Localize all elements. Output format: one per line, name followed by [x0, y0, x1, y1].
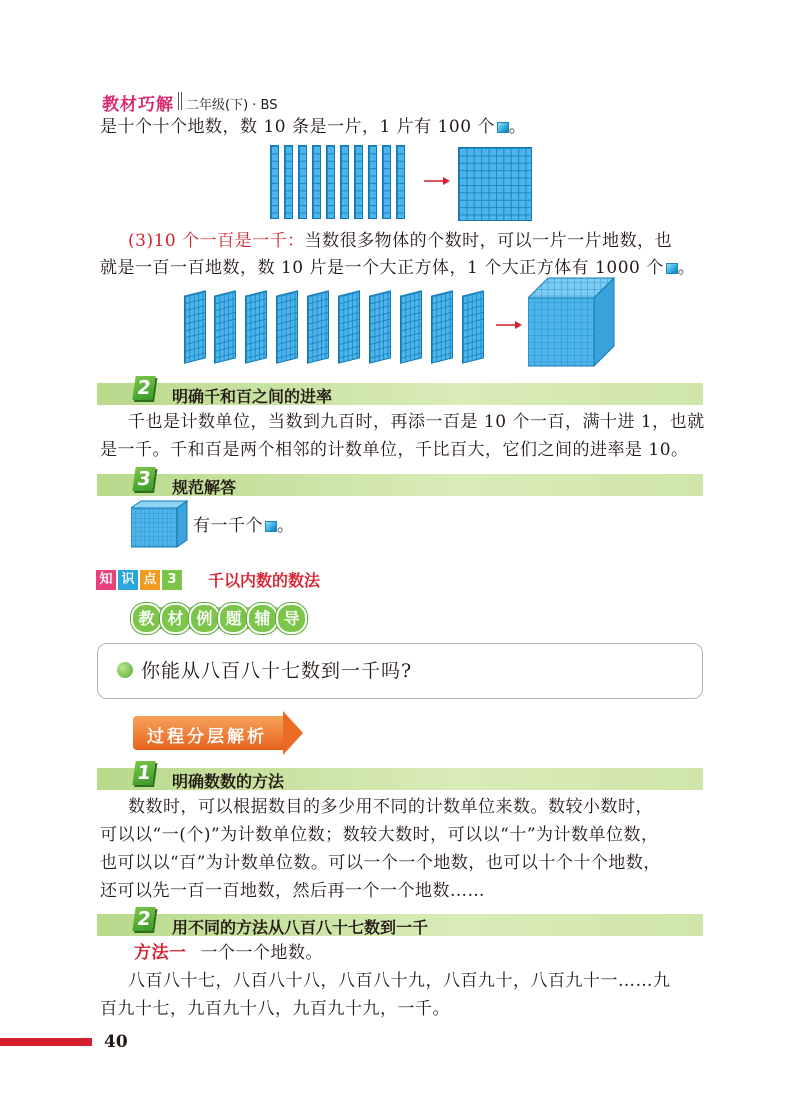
- banner-char: 例: [189, 603, 220, 634]
- period: 。: [277, 516, 295, 536]
- part3-text: 当数很多物体的个数时，可以一片一片地数，也: [304, 231, 673, 251]
- banner-arrow-icon: [283, 711, 303, 755]
- question-text: 你能从八百八十七数到一千吗?: [141, 660, 413, 682]
- banner-char: 题: [218, 603, 249, 634]
- hundred-slabs-group: [178, 285, 498, 370]
- section-number: 3: [132, 467, 155, 491]
- hundred-slab: [338, 290, 360, 363]
- hundred-slab: [184, 290, 206, 363]
- section-title: 用不同的方法从八百八十七数到一千: [172, 918, 429, 937]
- ten-stick: [354, 145, 363, 219]
- ten-stick: [270, 145, 279, 219]
- part3-line1: [128, 226, 672, 256]
- paragraph-line: 可以以“一(个)”为计数单位数；数较大数时，可以以“十”为计数单位数，: [100, 825, 659, 845]
- hundred-slab: [369, 290, 391, 363]
- header-brand: 教材巧解: [102, 95, 174, 115]
- hundred-slab: [245, 290, 267, 363]
- ten-stick: [396, 145, 405, 219]
- section-number: 2: [132, 907, 155, 931]
- knowledge-point-tag: [96, 568, 184, 590]
- section-number: 2: [132, 376, 155, 400]
- banner-char: 辅: [247, 603, 278, 634]
- section-title: 明确千和百之间的进率: [172, 387, 333, 406]
- ten-stick: [368, 145, 377, 219]
- kp-tag-char: 点: [140, 570, 160, 590]
- hundred-slab: [431, 290, 453, 363]
- unit-cube-icon: [497, 122, 509, 133]
- part3-text-2: 就是一百一百地数，数 10 片是一个大正方体，1 个大正方体有 1000 个: [100, 258, 664, 278]
- period: 。: [677, 258, 696, 278]
- arrow-right-icon: [424, 176, 450, 186]
- part3-label: (3)10 个一百是一千：: [128, 231, 305, 251]
- hundred-slab: [400, 290, 422, 363]
- method-line: [134, 938, 323, 968]
- kp-tag-char: 知: [96, 570, 116, 590]
- paragraph-line: 是一千。千和百是两个相邻的计数单位，千比百大，它们之间的进率是 10。: [100, 440, 689, 460]
- intro-text: 是十个十个地数，数 10 条是一片，1 片有 100 个: [100, 117, 495, 137]
- ten-stick: [298, 145, 307, 219]
- ten-sticks-group: [270, 145, 410, 220]
- paragraph-line: 千也是计数单位，当数到九百时，再添一百是 10 个一百，满十进 1，也就: [128, 412, 705, 432]
- ten-stick: [340, 145, 349, 219]
- example-banner: [131, 603, 305, 634]
- banner-char: 教: [131, 603, 162, 634]
- paragraph-line: 也可以以“百”为计数单位数。可以一个一个地数，也可以十个十个地数，: [100, 853, 661, 873]
- ten-stick: [284, 145, 293, 219]
- ten-stick: [326, 145, 335, 219]
- method-label: 方法一: [134, 943, 187, 963]
- paragraph-line: 百九十七，九百九十八，九百九十九，一千。: [100, 999, 450, 1019]
- section-title: 明确数数的方法: [172, 772, 285, 791]
- hundred-slab: [307, 290, 329, 363]
- header-divider: [178, 92, 182, 110]
- thousand-cube: [528, 276, 616, 368]
- period: 。: [508, 117, 527, 137]
- answer-text: 有一千个: [193, 516, 263, 536]
- section-title: 规范解答: [172, 478, 237, 497]
- answer-line: [193, 511, 295, 541]
- unit-cube-icon: [265, 521, 277, 532]
- hundred-slab: [276, 290, 298, 363]
- section-number: 1: [132, 761, 155, 785]
- paragraph-line: 八百八十七，八百八十八，八百八十九，八百九十，八百九十一……九: [128, 971, 671, 991]
- ten-stick: [312, 145, 321, 219]
- arrow-right-icon: [496, 320, 522, 330]
- paragraph-line: 数数时，可以根据数目的多少用不同的计数单位来数。数较小数时，: [128, 797, 653, 817]
- method-text: 一个一个地数。: [200, 943, 323, 963]
- intro-line: [100, 112, 526, 142]
- banner-char: 导: [276, 603, 307, 634]
- hundred-flat: [458, 147, 532, 221]
- paragraph-line: 还可以先一百一百地数，然后再一个一个地数……: [100, 881, 485, 901]
- unit-cube-icon: [666, 263, 678, 274]
- process-banner-text: 过程分层解析: [147, 727, 267, 747]
- banner-char: 材: [160, 603, 191, 634]
- kp-tag-char: 识: [118, 570, 138, 590]
- bullet-dot-icon: [117, 662, 133, 678]
- page-number: 40: [104, 1032, 128, 1052]
- thousand-cube: [131, 500, 189, 548]
- hundred-slab: [214, 290, 236, 363]
- kp-tag-number: 3: [162, 570, 182, 590]
- knowledge-point-title: 千以内数的数法: [208, 571, 321, 590]
- footer-bar: [0, 1038, 92, 1046]
- ten-stick: [382, 145, 391, 219]
- header-grade: 二年级(下) · BS: [186, 98, 278, 113]
- hundred-slab: [462, 290, 484, 363]
